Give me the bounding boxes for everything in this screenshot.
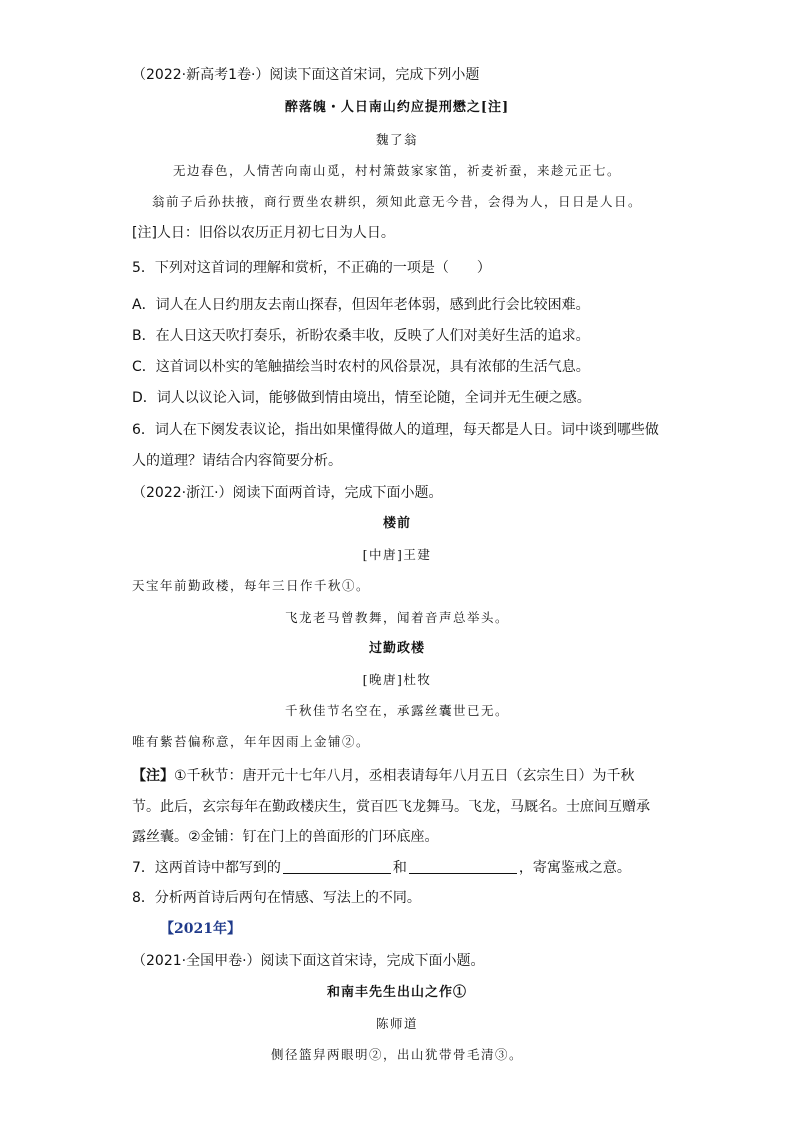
question-7-part-a: 7．这两首诗中都写到的 — [132, 860, 281, 876]
poem-title-henanfeng: 和南丰先生出山之作① — [326, 985, 467, 1000]
question-8: 8．分析两首诗后两句在情感、写法上的不同。 — [132, 890, 421, 906]
poem-line-1: 无边春色，人情苦向南山觅，村村箫鼓家家笛，祈麦祈蚕，来趁元正七。 — [172, 163, 621, 178]
note-renri: [注]人日：旧俗以农历正月初七日为人日。 — [132, 225, 395, 241]
question-7 — [132, 859, 631, 877]
guoqinzhenglou-line-1: 千秋佳节名空在，承露丝囊世已无。 — [284, 703, 509, 718]
note-qianqiujie-line-2: 节。此后，玄宗每年在勤政楼庆生，赏百匹飞龙舞马。飞龙，马厩名。士庶间互赠承 — [132, 799, 650, 815]
poem-title-zuiluopo: 醉落魄・人日南山约应提刑懋之[注] — [284, 100, 510, 115]
note-qianqiujie-line-3: 露丝囊。②金铺：钉在门上的兽面形的门环底座。 — [132, 829, 439, 845]
louqian-line-1: 天宝年前勤政楼，每年三日作千秋①。 — [132, 578, 371, 593]
year-heading-2021: 【2021年】 — [160, 921, 241, 937]
note-label: 【注】 — [132, 768, 174, 784]
intro-2022-xingaokao: （2022·新高考1卷·）阅读下面这首宋词，完成下列小题 — [132, 67, 480, 83]
note-qianqiujie-line-1 — [132, 767, 635, 785]
question-6-line-1: 6．词人在下阕发表议论，指出如果懂得做人的道理，每天都是人日。词中谈到哪些做 — [132, 422, 659, 438]
note-text-1: ①千秋节：唐开元十七年八月，丞相表请每年八月五日（玄宗生日）为千秋 — [174, 768, 635, 784]
option-c: C．这首词以朴实的笔触描绘当时农村的风俗景况，具有浓郁的生活气息。 — [132, 359, 590, 375]
question-6-line-2: 人的道理？请结合内容简要分析。 — [132, 453, 342, 469]
poem-line-2: 翁前子后孙扶掖，商行贾坐农耕织，须知此意无今昔，会得为人，日日是人日。 — [151, 194, 642, 209]
poem-author-dumu: [晚唐]杜牧 — [362, 672, 432, 687]
poem-title-guoqinzhenglou: 过勤政楼 — [368, 641, 425, 656]
intro-2022-zhejiang: （2022·浙江·）阅读下面两首诗，完成下面小题。 — [132, 485, 443, 501]
poem-author-weiliaoweng: 魏了翁 — [375, 132, 418, 147]
poem-title-louqian: 楼前 — [382, 516, 411, 531]
question-7-part-b: 和 — [392, 860, 407, 876]
option-a: A．词人在人日约朋友去南山探春，但因年老体弱，感到此行会比较困难。 — [132, 297, 590, 313]
intro-2021-quanguojia: （2021·全国甲卷·）阅读下面这首宋诗，完成下面小题。 — [132, 953, 485, 969]
louqian-line-2: 飞龙老马曾教舞，闻着音声总举头。 — [284, 610, 509, 625]
answer-blank-2[interactable] — [409, 859, 517, 874]
option-d: D．词人以议论入词，能够做到情由境出，情至论随，全词并无生硬之感。 — [132, 390, 591, 406]
henanfeng-line-1: 侧径篮舁两眼明②，出山犹带骨毛清③。 — [270, 1047, 523, 1062]
answer-blank-1[interactable] — [283, 859, 391, 874]
question-7-part-c: ，寄寓鉴戒之意。 — [518, 860, 631, 876]
poem-author-chenshidao: 陈师道 — [375, 1016, 418, 1031]
question-5: 5．下列对这首词的理解和赏析，不正确的一项是（ ） — [132, 260, 491, 276]
poem-author-wangjian: [中唐]王建 — [362, 547, 432, 562]
option-b: B．在人日这天吹打奏乐，祈盼农桑丰收，反映了人们对美好生活的追求。 — [132, 328, 590, 344]
guoqinzhenglou-line-2: 唯有紫苔偏称意，年年因雨上金铺②。 — [132, 734, 371, 749]
